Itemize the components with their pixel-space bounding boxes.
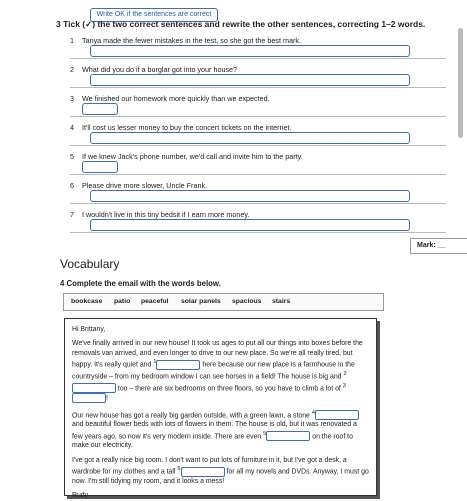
gap-input-3[interactable] [72,393,106,403]
answer-field-5[interactable] [82,161,118,173]
answer-line-2 [70,87,446,88]
email-paragraph-2: Our new house has got a really big garden outside, with a green lawn, a stone $^4$ and beautiful flower beds with lots of flowers in them. The house is old, but it was renovated a few years ago, so now it's very modern inside. There are even $^5$ on the roof to make our electricity. [72,409,369,451]
answer-field-2[interactable] [90,74,410,86]
answer-field-7[interactable] [90,219,410,231]
instruction-tooltip: Write OK if the sentences are correct [90,8,218,22]
word-bank-item: stairs [272,298,291,305]
gap-input-5[interactable] [266,431,310,441]
question-5: 5 If we knew Jack's phone number, we'd call and invite him to the party. [70,152,303,161]
answer-line-5 [70,174,446,175]
answer-line-7 [70,232,446,233]
scrollbar-thumb[interactable] [458,28,463,138]
answer-line-3 [70,116,446,117]
exercise-3-title: 3 Tick (✓) the two correct sentences and rewrite the other sentences, correcting 1–2 words. [56,19,426,29]
answer-field-1[interactable] [90,45,410,57]
gap-input-4[interactable] [315,410,359,420]
exercise-4-title: 4 Complete the email with the words below. [60,279,221,288]
gap-input-6[interactable] [181,467,225,477]
question-4: 4 It'll cost us lesser money to buy the concert tickets on the internet. [70,123,292,132]
answer-line-1 [70,58,446,59]
question-1: 1 Tanya made the fewer mistakes in the test, so she got the best mark. [70,36,301,45]
question-2: 2 What did you do if a burglar got into your house? [70,65,238,74]
email-body [64,318,377,500]
gap-input-1[interactable] [156,360,200,370]
gap-input-2[interactable] [72,383,116,393]
answer-field-4[interactable] [90,132,410,144]
email-paragraph-1: We've finally arrived in our new house! It took us ages to put all our things into boxes before the removals van arrived, and even longer to drive to our new place. So we're all really tired, but happy. It's really quiet and $^1$ here because our new place is a farmhouse in the countryside – from my bedroom window I can see horses in a field! The house is big and $^2$ too – there are six bedrooms on three floors, so you have to climb a lot of $^3$! [72,340,363,403]
question-7: 7 I wouldn't live in this tiny bedsit if I earn more money. [70,210,250,219]
word-bank-item: spacious [232,298,262,305]
email-paragraph-3: I've got a really nice big room. I don't want to put lots of furniture in it, but I've got a desk, a wardrobe for my clothes and a tall $^6$ for all my novels and DVDs. Anyway, I must go now. I'm still tidying my room, and it looks a mess! [72,456,369,485]
word-bank-item: bookcase [71,298,103,305]
mark-box: Mark: __ [410,238,467,254]
question-3: 3 We finished our homework more quickly than we expected. [70,94,270,103]
question-6: 6 Please drive more slower, Uncle Frank. [70,181,208,190]
word-bank-item: solar panels [181,298,221,305]
email-greeting: Hi Brittany, [72,326,106,333]
answer-line-6 [70,203,446,204]
word-bank [63,293,384,311]
email-signoff: Rudy [72,492,89,500]
word-bank-item: patio [114,298,131,305]
answer-line-4 [70,145,446,146]
answer-field-3[interactable] [82,103,118,115]
word-bank-item: peaceful [141,298,169,305]
answer-field-6[interactable] [90,190,410,202]
vocabulary-heading: Vocabulary [60,257,120,271]
